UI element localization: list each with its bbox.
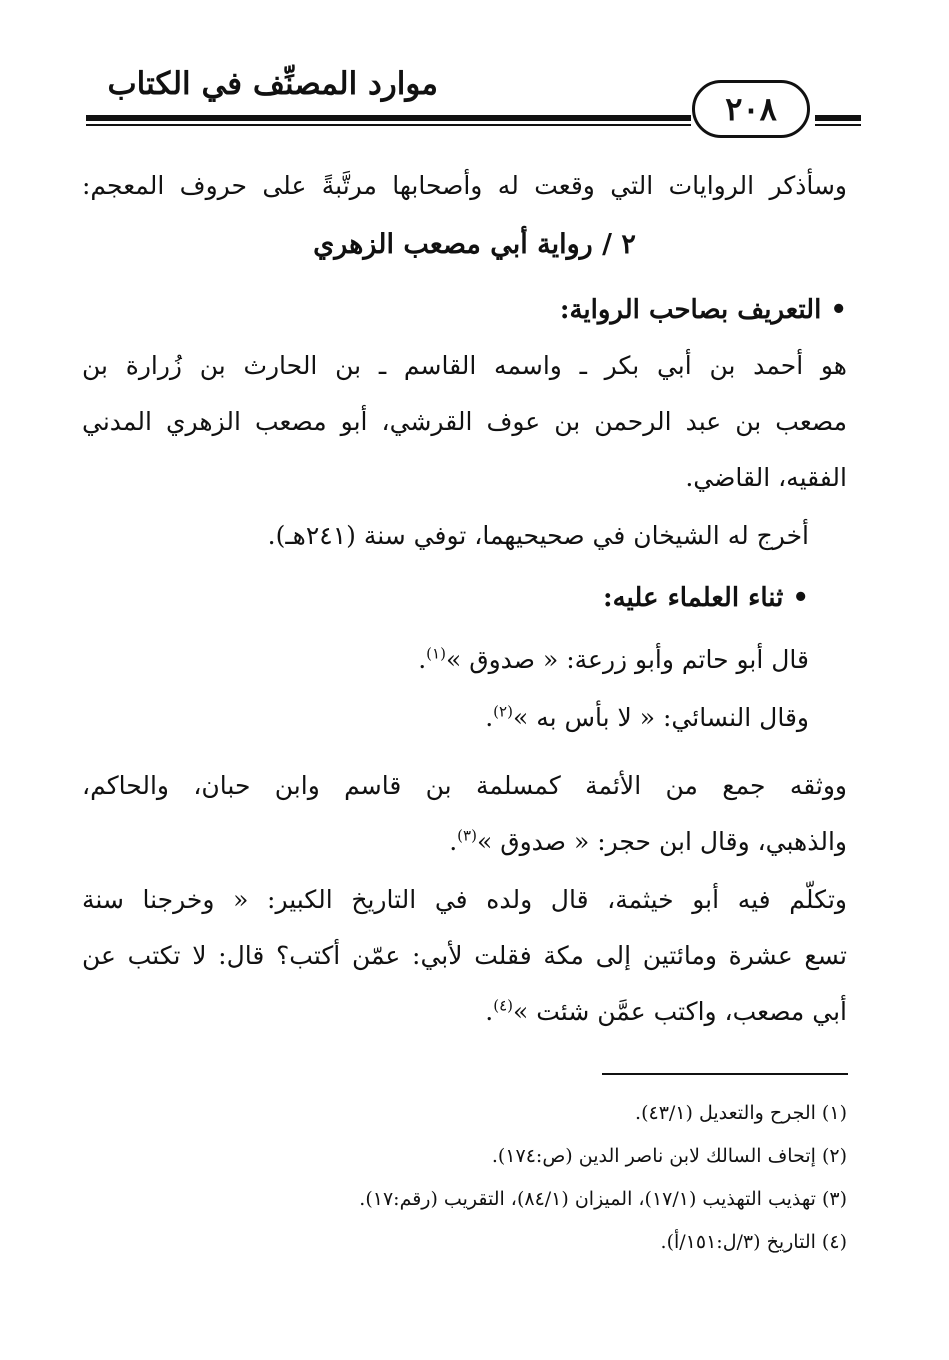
intro-line: وسأذكر الروايات التي وقعت له وأصحابها مرتَّبةً على حروف المعجم: (82, 171, 847, 200)
footnote-ref-2: (٢) (493, 702, 513, 721)
footnote-separator (602, 1073, 848, 1075)
quote-nasai-text: وقال النسائي: « لا بأس به » (512, 703, 809, 732)
footnote-4: (٤) التاريخ (٣/ل:١٥١/أ). (660, 1231, 847, 1253)
running-header-title: موارد المصنِّف في الكتاب (107, 66, 438, 102)
footnote-ref-3: (٣) (457, 826, 477, 845)
biography-line-1: هو أحمد بن أبي بكر ـ واسمه القاسم ـ بن الحارث بن زُرارة بن (82, 351, 847, 380)
footnote-3: (٣) تهذيب التهذيب (١٧/١)، الميزان (٨٤/١)، التقريب (رقم:١٧). (359, 1188, 847, 1210)
subheading-praise: • ثناء العلماء عليه: (603, 583, 809, 613)
biography-line-3: الفقيه، القاضي. (685, 463, 847, 492)
death-year-line: أخرج له الشيخان في صحيحيهما، توفي سنة (٢٤١هـ). (267, 521, 809, 550)
period: . (418, 645, 427, 674)
quote-nasai (485, 698, 809, 738)
page-number: ٢٠٨ (692, 80, 810, 138)
biography-line-2: مصعب بن عبد الرحمن بن عوف القرشي، أبو مصعب الزهري المدني (82, 407, 847, 436)
header-rule-right-thick (815, 115, 861, 121)
trust-line-2 (449, 822, 847, 862)
footnote-2: (٢) إتحاف السالك لابن ناصر الدين (ص:١٧٤). (491, 1145, 847, 1167)
header-rule-thin (86, 124, 691, 126)
critique-line-2: تسع عشرة ومائتين إلى مكة فقلت لأبي: عمّن أكتب؟ قال: لا تكتب عن (82, 941, 847, 970)
quote-abu-hatim-text: قال أبو حاتم وأبو زرعة: « صدوق » (445, 645, 809, 674)
critique-line-3 (485, 992, 847, 1032)
critique-line-3-text: أبي مصعب، واكتب عمَّن شئت » (513, 997, 847, 1026)
period: . (485, 997, 494, 1026)
subheading-biography: • التعريف بصاحب الرواية: (559, 295, 847, 325)
period: . (449, 827, 458, 856)
critique-line-1: وتكلّم فيه أبو خيثمة، قال ولده في التاريخ الكبير: « وخرجنا سنة (82, 885, 847, 914)
quote-abu-hatim (418, 640, 809, 680)
trust-line-2-text: والذهبي، وقال ابن حجر: « صدوق » (476, 827, 847, 856)
section-heading: ٢ / رواية أبي مصعب الزهري (313, 229, 636, 260)
header-rule-thick (86, 115, 691, 121)
footnote-ref-4: (٤) (493, 996, 514, 1015)
footnote-ref-1: (١) (426, 644, 446, 663)
trust-line-1: ووثقه جمع من الأئمة كمسلمة بن قاسم وابن حبان، والحاكم، (82, 771, 847, 800)
header-rule-right-thin (815, 124, 861, 126)
period: . (485, 703, 494, 732)
footnote-1: (١) الجرح والتعديل (٤٣/١). (635, 1102, 847, 1124)
